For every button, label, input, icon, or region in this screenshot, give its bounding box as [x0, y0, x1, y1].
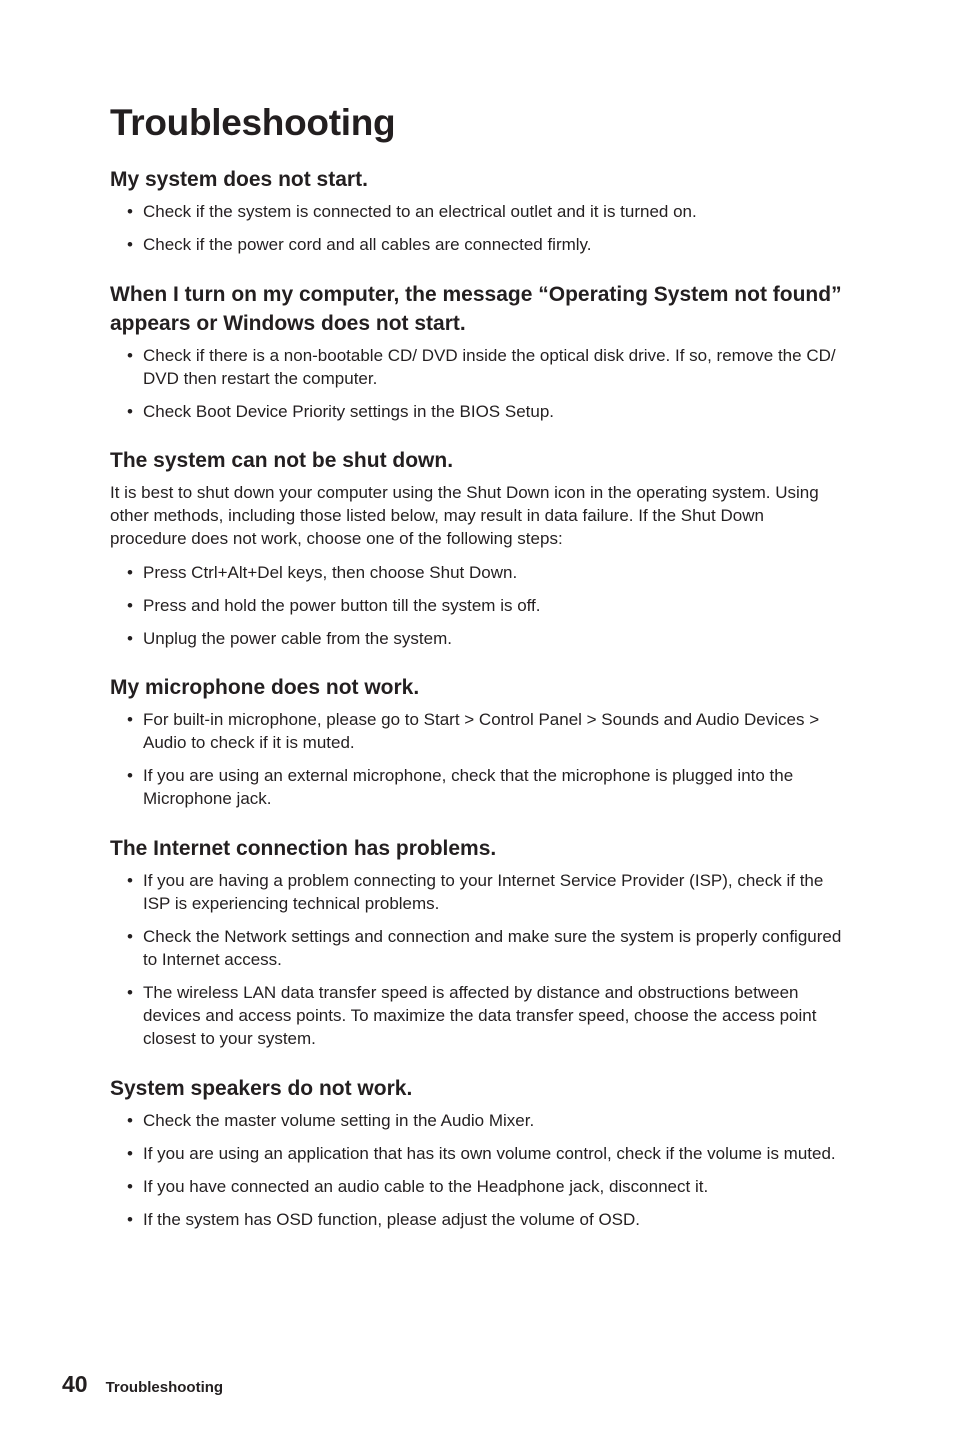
- bullet-list: [110, 344, 850, 423]
- section-microphone: [110, 673, 850, 820]
- list-item: • Check if the power cord and all cables are connected firmly.: [110, 233, 848, 256]
- list-item: • For built-in microphone, please go to Start > Control Panel > Sounds and Audio Devices > Audio to check if it is muted.: [110, 708, 848, 754]
- list-item: • Press and hold the power button till the system is off.: [110, 594, 848, 617]
- list-item: • If you are using an application that has its own volume control, check if the volume is muted.: [110, 1142, 848, 1165]
- footer-label: Troubleshooting: [105, 1379, 224, 1396]
- list-item: • If you are using an external microphone, check that the microphone is plugged into the Microphone jack.: [110, 764, 848, 810]
- list-item: • Check the master volume setting in the Audio Mixer.: [110, 1109, 848, 1132]
- section-heading: The Internet connection has problems.: [110, 837, 497, 860]
- section-heading: System speakers do not work.: [110, 1077, 413, 1100]
- list-item: • If you have connected an audio cable to the Headphone jack, disconnect it.: [110, 1175, 848, 1198]
- list-item: • If you are having a problem connecting to your Internet Service Provider (ISP), check if the ISP is experiencing technical problems.: [110, 869, 848, 915]
- bullet-list: [110, 869, 850, 1050]
- list-item: • Check the Network settings and connection and make sure the system is properly configured to Internet access.: [110, 925, 848, 971]
- bullet-list: [110, 200, 850, 256]
- section-intro: It is best to shut down your computer using the Shut Down icon in the operating system. Using other methods, including those listed below, may result in data failure. If the Shut Down procedure does not work, choose one of the following steps:: [110, 483, 819, 548]
- bullet-list: [110, 561, 850, 650]
- list-item: • Check if the system is connected to an electrical outlet and it is turned on.: [110, 200, 848, 223]
- list-item: • Check Boot Device Priority settings in the BIOS Setup.: [110, 400, 848, 423]
- list-item: • Unplug the power cable from the system.: [110, 627, 848, 650]
- list-item: • Check if there is a non-bootable CD/ DVD inside the optical disk drive. If so, remove the CD/ DVD then restart the computer.: [110, 344, 848, 390]
- section-heading: My microphone does not work.: [110, 676, 420, 699]
- section-system-does-not-start: [110, 165, 850, 266]
- section-heading: My system does not start.: [110, 168, 368, 191]
- section-heading: The system can not be shut down.: [110, 449, 454, 472]
- page-footer: [62, 1371, 223, 1401]
- bullet-list: [110, 708, 850, 810]
- list-item: • If the system has OSD function, please adjust the volume of OSD.: [110, 1208, 848, 1231]
- section-heading: When I turn on my computer, the message “Operating System not found” appears or Windows does not start.: [110, 283, 842, 335]
- section-cannot-shut-down: [110, 446, 850, 660]
- bullet-list: [110, 1109, 850, 1231]
- page-title: Troubleshooting: [110, 102, 396, 143]
- section-internet-connection: [110, 834, 850, 1060]
- section-speakers: [110, 1074, 850, 1241]
- list-item: • Press Ctrl+Alt+Del keys, then choose Shut Down.: [110, 561, 848, 584]
- section-os-not-found: [110, 280, 850, 433]
- list-item: • The wireless LAN data transfer speed is affected by distance and obstructions between devices and access points. To maximize the data transfer speed, choose the access point closest to your system.: [110, 981, 848, 1050]
- page-number: 40: [62, 1371, 88, 1397]
